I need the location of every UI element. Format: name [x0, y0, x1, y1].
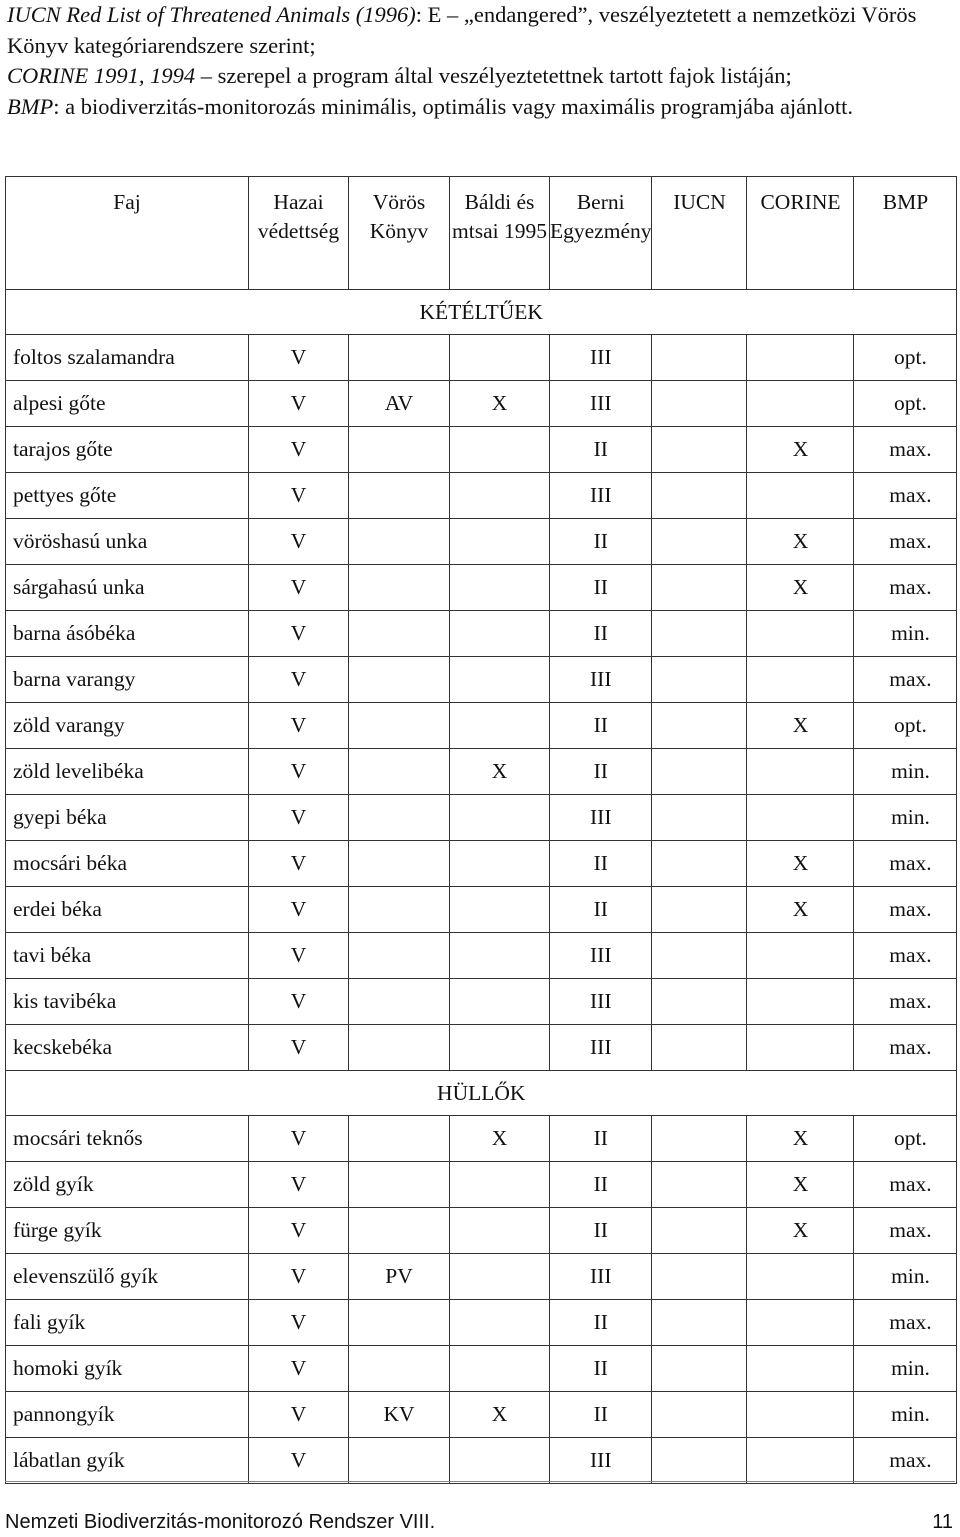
- cell-voros: [349, 1438, 450, 1484]
- cell-berni: II: [550, 1300, 652, 1346]
- cell-corine: [747, 1346, 854, 1392]
- cell-iucn: [652, 519, 747, 565]
- cell-iucn: [652, 335, 747, 381]
- section-row-reptiles: [6, 1071, 957, 1116]
- cell-voros: [349, 565, 450, 611]
- cell-faj: alpesi gőte: [6, 381, 249, 427]
- cell-berni: III: [550, 473, 652, 519]
- cell-iucn: [652, 611, 747, 657]
- cell-hazai: V: [249, 795, 349, 841]
- intro-line-iucn: [7, 0, 957, 61]
- intro-line-bmp: [7, 92, 957, 123]
- cell-bmp: opt.: [854, 335, 957, 381]
- cell-faj: mocsári béka: [6, 841, 249, 887]
- cell-voros: [349, 1346, 450, 1392]
- table-row: [6, 1116, 957, 1162]
- cell-iucn: [652, 1208, 747, 1254]
- cell-corine: [747, 1254, 854, 1300]
- cell-hazai: V: [249, 427, 349, 473]
- cell-iucn: [652, 565, 747, 611]
- cell-voros: [349, 887, 450, 933]
- table-row: [6, 335, 957, 381]
- header-berni: Berni Egyezmény: [550, 177, 652, 290]
- cell-baldi: [450, 519, 550, 565]
- cell-bmp: max.: [854, 933, 957, 979]
- cell-hazai: V: [249, 749, 349, 795]
- cell-hazai: V: [249, 841, 349, 887]
- cell-faj: mocsári teknős: [6, 1116, 249, 1162]
- section-heading: HÜLLŐK: [6, 1071, 957, 1116]
- cell-iucn: [652, 1346, 747, 1392]
- cell-baldi: [450, 1438, 550, 1484]
- cell-faj: lábatlan gyík: [6, 1438, 249, 1484]
- cell-baldi: [450, 933, 550, 979]
- cell-bmp: max.: [854, 657, 957, 703]
- table-row: [6, 1300, 957, 1346]
- cell-voros: [349, 335, 450, 381]
- cell-baldi: [450, 1208, 550, 1254]
- table-row: [6, 1346, 957, 1392]
- cell-bmp: max.: [854, 1208, 957, 1254]
- iucn-desc: : E – „endangered”, veszélyeztetett a nemzetközi Vörös Könyv kategóriarendszere szerint;: [7, 2, 917, 58]
- cell-bmp: opt.: [854, 703, 957, 749]
- cell-corine: X: [747, 1208, 854, 1254]
- cell-hazai: V: [249, 473, 349, 519]
- table-row: [6, 565, 957, 611]
- cell-corine: X: [747, 519, 854, 565]
- cell-corine: [747, 1300, 854, 1346]
- table-row: [6, 473, 957, 519]
- cell-berni: II: [550, 749, 652, 795]
- cell-baldi: [450, 1025, 550, 1071]
- cell-berni: II: [550, 1392, 652, 1438]
- cell-corine: [747, 979, 854, 1025]
- cell-faj: zöld varangy: [6, 703, 249, 749]
- cell-bmp: min.: [854, 611, 957, 657]
- cell-voros: PV: [349, 1254, 450, 1300]
- cell-berni: III: [550, 795, 652, 841]
- cell-iucn: [652, 979, 747, 1025]
- cell-corine: X: [747, 565, 854, 611]
- cell-iucn: [652, 381, 747, 427]
- cell-bmp: max.: [854, 887, 957, 933]
- cell-hazai: V: [249, 1438, 349, 1484]
- footer-title: Nemzeti Biodiverzitás-monitorozó Rendszer VIII.: [5, 1511, 436, 1533]
- table-row: [6, 749, 957, 795]
- cell-iucn: [652, 1300, 747, 1346]
- cell-faj: elevenszülő gyík: [6, 1254, 249, 1300]
- cell-bmp: max.: [854, 841, 957, 887]
- cell-voros: [349, 795, 450, 841]
- cell-berni: III: [550, 657, 652, 703]
- cell-voros: [349, 1208, 450, 1254]
- cell-corine: [747, 473, 854, 519]
- cell-faj: tavi béka: [6, 933, 249, 979]
- cell-baldi: [450, 427, 550, 473]
- cell-bmp: max.: [854, 1162, 957, 1208]
- cell-berni: II: [550, 1116, 652, 1162]
- table-row: [6, 1392, 957, 1438]
- cell-hazai: V: [249, 887, 349, 933]
- table-row: [6, 1254, 957, 1300]
- cell-berni: II: [550, 519, 652, 565]
- section-row-amphibians: [6, 290, 957, 335]
- cell-hazai: V: [249, 611, 349, 657]
- corine-key: CORINE 1991, 1994: [7, 63, 196, 88]
- cell-iucn: [652, 795, 747, 841]
- cell-iucn: [652, 749, 747, 795]
- cell-berni: II: [550, 1346, 652, 1392]
- header-hazai: Hazai védettség: [249, 177, 349, 290]
- cell-faj: fürge gyík: [6, 1208, 249, 1254]
- header-row: [6, 177, 957, 290]
- cell-bmp: min.: [854, 1392, 957, 1438]
- cell-iucn: [652, 1025, 747, 1071]
- cell-bmp: opt.: [854, 1116, 957, 1162]
- header-baldi: Báldi és mtsai 1995: [450, 177, 550, 290]
- table-row: [6, 979, 957, 1025]
- cell-faj: tarajos gőte: [6, 427, 249, 473]
- cell-corine: [747, 1392, 854, 1438]
- cell-voros: KV: [349, 1392, 450, 1438]
- cell-hazai: V: [249, 1392, 349, 1438]
- cell-faj: pettyes gőte: [6, 473, 249, 519]
- cell-voros: [349, 427, 450, 473]
- cell-bmp: opt.: [854, 381, 957, 427]
- cell-voros: [349, 841, 450, 887]
- cell-voros: [349, 703, 450, 749]
- cell-voros: [349, 657, 450, 703]
- cell-berni: II: [550, 703, 652, 749]
- cell-voros: [349, 933, 450, 979]
- cell-corine: [747, 381, 854, 427]
- cell-faj: zöld levelibéka: [6, 749, 249, 795]
- intro-line-corine: [7, 61, 957, 92]
- cell-faj: homoki gyík: [6, 1346, 249, 1392]
- cell-corine: X: [747, 1116, 854, 1162]
- cell-corine: [747, 749, 854, 795]
- cell-berni: III: [550, 979, 652, 1025]
- table-row: [6, 795, 957, 841]
- cell-corine: X: [747, 841, 854, 887]
- cell-hazai: V: [249, 979, 349, 1025]
- cell-corine: [747, 1438, 854, 1484]
- cell-bmp: max.: [854, 519, 957, 565]
- cell-voros: [349, 749, 450, 795]
- cell-bmp: max.: [854, 565, 957, 611]
- intro-text: [7, 0, 957, 122]
- table-row: [6, 933, 957, 979]
- cell-baldi: [450, 657, 550, 703]
- cell-berni: III: [550, 1025, 652, 1071]
- cell-faj: foltos szalamandra: [6, 335, 249, 381]
- cell-baldi: [450, 795, 550, 841]
- cell-iucn: [652, 887, 747, 933]
- cell-baldi: [450, 473, 550, 519]
- header-voros: Vörös Könyv: [349, 177, 450, 290]
- cell-hazai: V: [249, 933, 349, 979]
- cell-baldi: X: [450, 381, 550, 427]
- table-row: [6, 381, 957, 427]
- cell-bmp: max.: [854, 1438, 957, 1484]
- cell-corine: [747, 611, 854, 657]
- cell-baldi: [450, 1300, 550, 1346]
- header-bmp: BMP: [854, 177, 957, 290]
- cell-hazai: V: [249, 1162, 349, 1208]
- cell-berni: II: [550, 611, 652, 657]
- cell-baldi: [450, 335, 550, 381]
- cell-bmp: min.: [854, 1346, 957, 1392]
- cell-baldi: [450, 1254, 550, 1300]
- cell-bmp: min.: [854, 795, 957, 841]
- cell-iucn: [652, 427, 747, 473]
- cell-corine: [747, 1025, 854, 1071]
- cell-hazai: V: [249, 381, 349, 427]
- cell-iucn: [652, 1116, 747, 1162]
- cell-baldi: [450, 979, 550, 1025]
- cell-corine: [747, 933, 854, 979]
- cell-faj: barna ásóbéka: [6, 611, 249, 657]
- cell-corine: X: [747, 887, 854, 933]
- cell-berni: III: [550, 1254, 652, 1300]
- cell-berni: III: [550, 933, 652, 979]
- cell-baldi: [450, 887, 550, 933]
- cell-hazai: V: [249, 703, 349, 749]
- cell-berni: II: [550, 427, 652, 473]
- cell-baldi: [450, 703, 550, 749]
- cell-faj: pannongyík: [6, 1392, 249, 1438]
- cell-bmp: min.: [854, 1254, 957, 1300]
- cell-voros: [349, 1025, 450, 1071]
- cell-faj: erdei béka: [6, 887, 249, 933]
- cell-iucn: [652, 841, 747, 887]
- cell-voros: [349, 1116, 450, 1162]
- cell-bmp: max.: [854, 1025, 957, 1071]
- table-row: [6, 611, 957, 657]
- cell-iucn: [652, 1438, 747, 1484]
- cell-voros: [349, 1162, 450, 1208]
- cell-bmp: max.: [854, 979, 957, 1025]
- cell-hazai: V: [249, 1116, 349, 1162]
- cell-hazai: V: [249, 565, 349, 611]
- cell-iucn: [652, 703, 747, 749]
- cell-berni: II: [550, 887, 652, 933]
- cell-faj: kis tavibéka: [6, 979, 249, 1025]
- cell-hazai: V: [249, 519, 349, 565]
- cell-iucn: [652, 657, 747, 703]
- table-row: [6, 427, 957, 473]
- footer-rule: [5, 1481, 955, 1482]
- table-row: [6, 657, 957, 703]
- cell-voros: [349, 979, 450, 1025]
- cell-baldi: [450, 1162, 550, 1208]
- cell-corine: X: [747, 703, 854, 749]
- cell-berni: III: [550, 381, 652, 427]
- cell-hazai: V: [249, 1025, 349, 1071]
- table-row: [6, 1208, 957, 1254]
- cell-corine: [747, 795, 854, 841]
- section-heading: KÉTÉLTŰEK: [6, 290, 957, 335]
- cell-corine: [747, 335, 854, 381]
- cell-bmp: max.: [854, 1300, 957, 1346]
- cell-voros: AV: [349, 381, 450, 427]
- cell-berni: III: [550, 1438, 652, 1484]
- species-table: [5, 176, 957, 1484]
- cell-faj: barna varangy: [6, 657, 249, 703]
- cell-bmp: max.: [854, 473, 957, 519]
- table-row: [6, 1438, 957, 1484]
- cell-bmp: min.: [854, 749, 957, 795]
- cell-hazai: V: [249, 1346, 349, 1392]
- cell-hazai: V: [249, 657, 349, 703]
- iucn-key: IUCN Red List of Threatened Animals (1996): [7, 2, 416, 27]
- cell-hazai: V: [249, 1208, 349, 1254]
- cell-faj: gyepi béka: [6, 795, 249, 841]
- cell-berni: II: [550, 1208, 652, 1254]
- header-corine: CORINE: [747, 177, 854, 290]
- header-faj: Faj: [6, 177, 249, 290]
- cell-faj: zöld gyík: [6, 1162, 249, 1208]
- page-number: 11: [932, 1511, 953, 1533]
- cell-corine: X: [747, 1162, 854, 1208]
- bmp-key: BMP: [7, 93, 54, 119]
- table-row: [6, 887, 957, 933]
- cell-iucn: [652, 1254, 747, 1300]
- table-row: [6, 1025, 957, 1071]
- cell-iucn: [652, 933, 747, 979]
- cell-baldi: [450, 611, 550, 657]
- cell-faj: sárgahasú unka: [6, 565, 249, 611]
- cell-voros: [349, 519, 450, 565]
- corine-desc: – szerepel a program által veszélyeztetettnek tartott fajok listáján;: [195, 63, 792, 88]
- cell-hazai: V: [249, 335, 349, 381]
- cell-faj: fali gyík: [6, 1300, 249, 1346]
- cell-corine: X: [747, 427, 854, 473]
- cell-hazai: V: [249, 1300, 349, 1346]
- cell-baldi: X: [450, 1116, 550, 1162]
- bmp-desc: : a biodiverzitás-monitorozás minimális, optimális vagy maximális programjába ajánlott.: [53, 93, 854, 119]
- cell-voros: [349, 1300, 450, 1346]
- cell-baldi: [450, 1346, 550, 1392]
- header-iucn: IUCN: [652, 177, 747, 290]
- cell-baldi: X: [450, 1392, 550, 1438]
- table-row: [6, 703, 957, 749]
- cell-baldi: X: [450, 749, 550, 795]
- cell-berni: II: [550, 565, 652, 611]
- cell-iucn: [652, 1162, 747, 1208]
- cell-faj: vöröshasú unka: [6, 519, 249, 565]
- cell-berni: III: [550, 335, 652, 381]
- table-row: [6, 519, 957, 565]
- cell-faj: kecskebéka: [6, 1025, 249, 1071]
- cell-baldi: [450, 841, 550, 887]
- cell-voros: [349, 473, 450, 519]
- cell-hazai: V: [249, 1254, 349, 1300]
- table-row: [6, 841, 957, 887]
- cell-voros: [349, 611, 450, 657]
- cell-bmp: max.: [854, 427, 957, 473]
- cell-berni: II: [550, 1162, 652, 1208]
- table-row: [6, 1162, 957, 1208]
- cell-iucn: [652, 1392, 747, 1438]
- cell-berni: II: [550, 841, 652, 887]
- cell-iucn: [652, 473, 747, 519]
- cell-baldi: [450, 565, 550, 611]
- cell-corine: [747, 657, 854, 703]
